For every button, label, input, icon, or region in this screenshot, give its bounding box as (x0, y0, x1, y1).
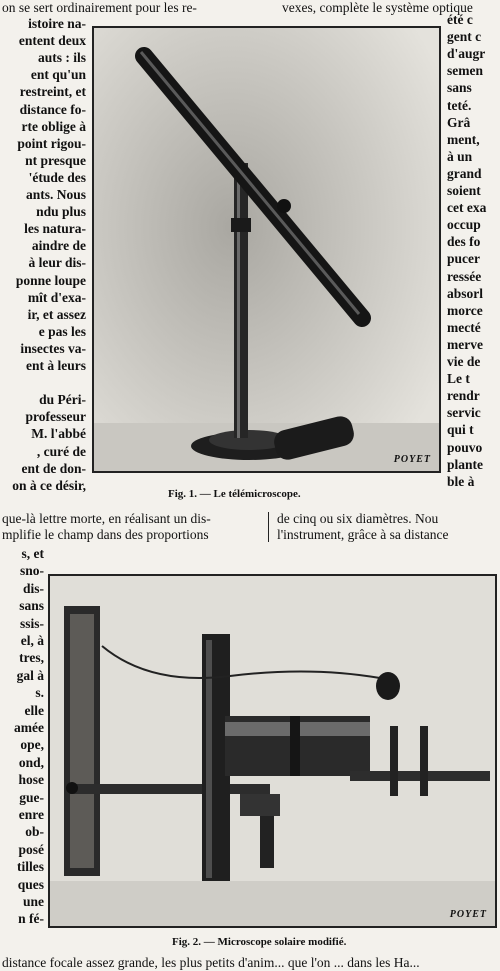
body-text-line: vie de (447, 354, 481, 369)
body-text-line: que-là lettre morte, en réalisant un dis- (2, 511, 211, 526)
body-text-line: gent c (447, 29, 482, 45)
body-text-line: 'étude des (28, 169, 86, 185)
figure-1-caption: Fig. 1. — Le télémicroscope. (168, 488, 301, 500)
body-text-line: gal à (16, 667, 44, 683)
body-text-line: qui t (447, 422, 474, 438)
body-text-line: rendr (447, 388, 480, 404)
body-text-line: l'instrument, grâce à sa distance (277, 527, 449, 542)
body-text-line: sans (19, 598, 44, 614)
body-text-line: point rigou- (17, 135, 86, 151)
body-text-line: pouvo (447, 439, 483, 455)
body-text-line: mecté (447, 319, 481, 335)
body-text-line: ope, (20, 737, 44, 753)
body-text-line: du Péri- (39, 392, 86, 408)
body-text-line: enre (18, 807, 44, 822)
body-text-line: mît d'exa- (27, 289, 86, 305)
body-text-line: été c (447, 12, 473, 27)
body-text-line: e pas les (38, 323, 86, 339)
body-text-line: tilles (17, 859, 44, 875)
body-text-line: dis- (22, 580, 44, 596)
body-text-line: nt presque (25, 152, 86, 168)
figure-2-caption: Fig. 2. — Microscope solaire modifié. (172, 936, 347, 948)
body-text-line: plante (447, 456, 484, 472)
body-text-line: aindre de (31, 238, 86, 254)
body-text-line: tres, (19, 650, 44, 666)
figure-1-image (92, 26, 441, 473)
body-text-line: auts : ils (37, 50, 86, 66)
body-text-line: morce (447, 302, 483, 318)
body-text-line: ment, (447, 131, 480, 147)
body-text-line: vexes, complète le système optique (282, 0, 473, 15)
body-text-line: ob- (25, 824, 44, 840)
body-text-line: mplifie le champ dans des proportions (2, 527, 209, 542)
body-text-line: une (22, 894, 44, 909)
body-text-line: ponne loupe (15, 272, 86, 288)
body-text-line: à un (447, 148, 473, 164)
body-text-line: des fo (447, 234, 481, 250)
body-text-line: ent de don- (21, 460, 86, 476)
body-text-line: sno- (19, 563, 44, 579)
body-text-line: ent à leurs (26, 358, 86, 373)
body-text-line: insectes va- (20, 340, 86, 356)
solar-microscope-illustration (50, 576, 495, 926)
body-text-line: ques (17, 876, 44, 892)
body-text-line: soient (447, 183, 481, 198)
body-text-line: Grâ (447, 114, 471, 130)
body-text-line: ent qu'un (30, 67, 86, 83)
body-text-line: merve (447, 336, 483, 352)
body-text-line: gue- (19, 789, 44, 805)
body-text-line: posé (18, 841, 44, 857)
body-text-line: pucer (447, 251, 480, 267)
body-text-line: s. (35, 685, 44, 701)
body-text-line: , curé de (36, 443, 86, 459)
body-text-line: rte oblige à (21, 118, 86, 134)
telemicroscope-illustration (94, 28, 439, 471)
body-text-line: ble à (447, 473, 475, 489)
column-rule (268, 512, 269, 542)
body-text-line: istoire na- (28, 16, 86, 31)
body-text-line: servic (447, 405, 481, 421)
body-text-line: amée (14, 720, 44, 735)
body-text-line: restreint, et (19, 84, 86, 100)
body-text-line: sans (447, 80, 472, 96)
body-text-line: M. l'abbé (31, 426, 86, 442)
body-text-line: ndu plus (36, 204, 86, 220)
body-text-line: d'augr (447, 46, 486, 62)
body-text-line: n fé- (18, 911, 44, 927)
body-text-line: distance focale assez grande, les plus petits d'anim... que l'on ... dans les Ha... (2, 955, 420, 970)
body-text-line: à leur dis- (28, 255, 86, 271)
body-text-line: semen (447, 63, 483, 79)
body-text-line: cet exa (447, 200, 487, 216)
figure-2-image (48, 574, 497, 928)
body-text-line: ssis- (19, 615, 44, 631)
body-text-line: ressée (447, 268, 482, 284)
body-text-line: les natura- (24, 221, 86, 237)
body-text-line: teté. (447, 97, 472, 113)
body-text-line: distance fo- (19, 101, 86, 117)
body-text-line: ond, (18, 754, 44, 770)
body-text-line: ants. Nous (25, 187, 86, 202)
body-text-line: on se sert ordinairement pour les re- (2, 0, 197, 15)
body-text-line: hose (18, 772, 44, 788)
body-text-line: s, et (21, 546, 44, 561)
body-text-line: entent deux (18, 33, 86, 49)
body-text-line: grand (447, 165, 482, 181)
body-text-line: professeur (25, 409, 86, 425)
body-text-line: Le t (447, 371, 470, 387)
body-text-line: ir, et assez (27, 306, 86, 322)
body-text-line: de cinq ou six diamètres. Nou (277, 511, 439, 526)
body-text-line: on à ce désir, (12, 477, 86, 493)
body-text-line: occup (447, 217, 481, 233)
illustrator-signature: POYET (449, 909, 487, 920)
body-text-line: el, à (20, 633, 44, 648)
illustrator-signature: POYET (393, 454, 431, 465)
body-text-line: absorl (447, 285, 484, 301)
body-text-line: elle (24, 702, 44, 718)
